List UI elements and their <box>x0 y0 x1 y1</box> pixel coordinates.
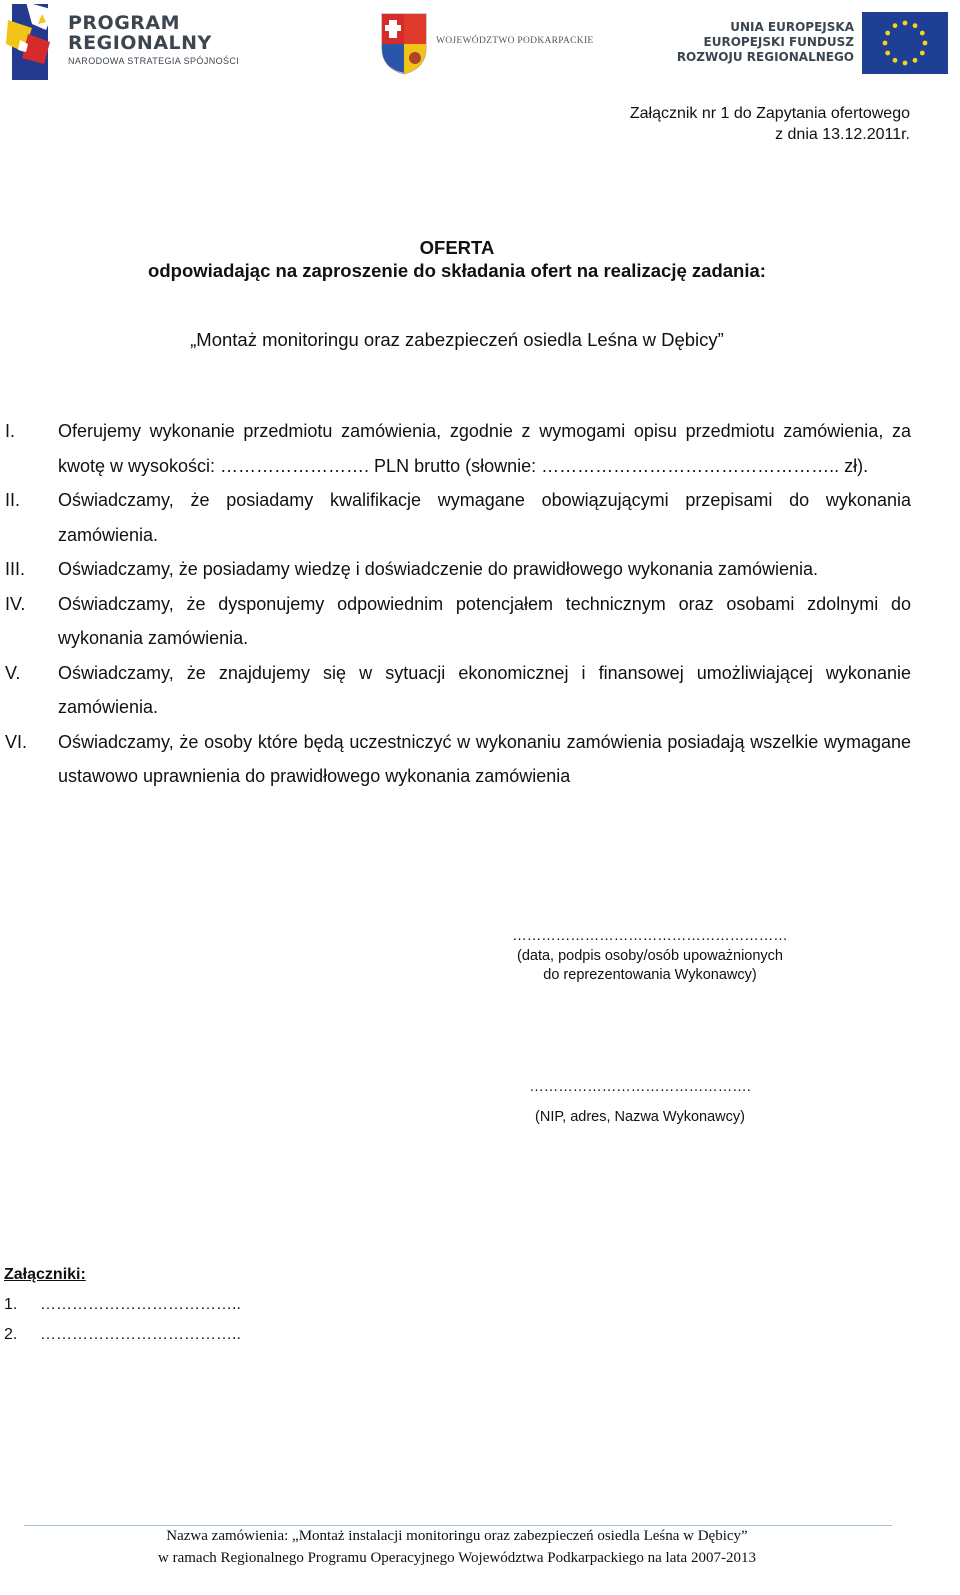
statement-item <box>5 656 911 725</box>
attachment-note-date: z dnia 13.12.2011r. <box>775 126 910 143</box>
statement-text: Oświadczamy, że osoby które będą uczestniczyć w wykonaniu zamówienia posiadają wszelkie wymagane ustawowo uprawnienia do prawidłowego wykonania zamówienia <box>58 731 911 786</box>
statement-text: Oświadczamy, że posiadamy wiedzę i doświadczenie do prawidłowego wykonania zamówienia. <box>58 559 819 579</box>
coat-of-arms-icon <box>378 10 430 76</box>
title-oferta: OFERTA <box>419 237 495 258</box>
region-logo-text: WOJEWÓDZTWO PODKARPACKIE <box>436 36 594 46</box>
signature-dots: ………………………………………………… <box>512 928 788 944</box>
eu-logo-line2: EUROPEJSKI FUNDUSZ <box>703 35 854 49</box>
attachment-number: 2. <box>4 1326 18 1343</box>
statement-number: II. <box>5 490 21 510</box>
statement-number: VI. <box>5 731 28 752</box>
attachment-text: ……………………………….. <box>40 1296 241 1313</box>
program-regionalny-logo <box>6 0 246 84</box>
statement-item <box>5 552 911 587</box>
statement-number: I. <box>5 421 16 441</box>
footer-line2: w ramach Regionalnego Programu Operacyjnego Województwa Podkarpackiego na lata 2007-2013 <box>158 1550 756 1566</box>
document-title <box>0 236 914 282</box>
eu-flag-icon <box>862 12 948 74</box>
attachment-number: 1. <box>4 1296 18 1313</box>
attachment-text: ……………………………….. <box>40 1326 241 1343</box>
statements-list <box>5 414 911 794</box>
statement-number: IV. <box>5 593 26 614</box>
statement-number: III. <box>5 559 26 579</box>
statement-item <box>5 725 911 794</box>
page-header <box>0 0 960 90</box>
statement-text: Oświadczamy, że posiadamy kwalifikacje wymagane obowiązującymi przepisami do wykonania zamówienia. <box>58 490 911 545</box>
statement-text: Oświadczamy, że znajdujemy się w sytuacji ekonomicznej i finansowej umożliwiającej wykonanie zamówienia. <box>58 662 911 717</box>
signature-caption-line1: (data, podpis osoby/osób upoważnionych <box>516 947 783 964</box>
attachments-section <box>4 1260 404 1350</box>
statement-item <box>5 483 911 552</box>
signature-caption-line2: do reprezentowania Wykonawcy) <box>543 967 757 983</box>
statement-item <box>5 414 911 483</box>
statement-number: V. <box>5 662 21 683</box>
statement-text: Oferujemy wykonanie przedmiotu zamówienia, zgodnie z wymogami opisu przedmiotu zamówienia, za kwotę w wysokości: ……………………. PLN brutto (słownie: ………………………………………….. zł). <box>58 421 911 476</box>
title-subtitle: odpowiadając na zaproszenie do składania ofert na realizację zadania: <box>148 260 766 281</box>
program-logo-line3: NARODOWA STRATEGIA SPÓJNOŚCI <box>68 56 240 66</box>
eu-logo-line3: ROZWOJU REGIONALNEGO <box>676 50 854 64</box>
contractor-dots: ………………………………………. <box>529 1079 751 1095</box>
eu-logo-line1: UNIA EUROPEJSKA <box>730 20 854 34</box>
statement-text: Oświadczamy, że dysponujemy odpowiednim potencjałem technicznym oraz osobami zdolnymi do wykonania zamówienia. <box>58 593 911 648</box>
attachment-note-line1: Załącznik nr 1 do Zapytania ofertowego <box>629 105 910 122</box>
wojewodztwo-podkarpackie-logo <box>378 10 594 76</box>
footer-line1: Nazwa zamówienia: „Montaż instalacji monitoringu oraz zabezpieczeń osiedla Leśna w Dębicy” <box>166 1528 748 1544</box>
statement-item <box>5 587 911 656</box>
contractor-block <box>440 1078 840 1127</box>
program-regionalny-emblem-icon <box>6 0 62 84</box>
task-name: „Montaż monitoringu oraz zabezpieczeń osiedla Leśna w Dębicy” <box>190 329 724 350</box>
page-footer <box>0 1525 914 1569</box>
signature-block <box>440 927 860 986</box>
attachment-item <box>4 1320 404 1350</box>
program-logo-line1: PROGRAM <box>68 12 181 34</box>
attachments-heading: Załączniki: <box>4 1266 86 1283</box>
attachment-item <box>4 1290 404 1320</box>
contractor-caption: (NIP, adres, Nazwa Wykonawcy) <box>535 1108 745 1125</box>
attachment-note <box>490 103 910 145</box>
eu-logo <box>676 10 952 76</box>
program-logo-line2: REGIONALNY <box>68 32 212 54</box>
